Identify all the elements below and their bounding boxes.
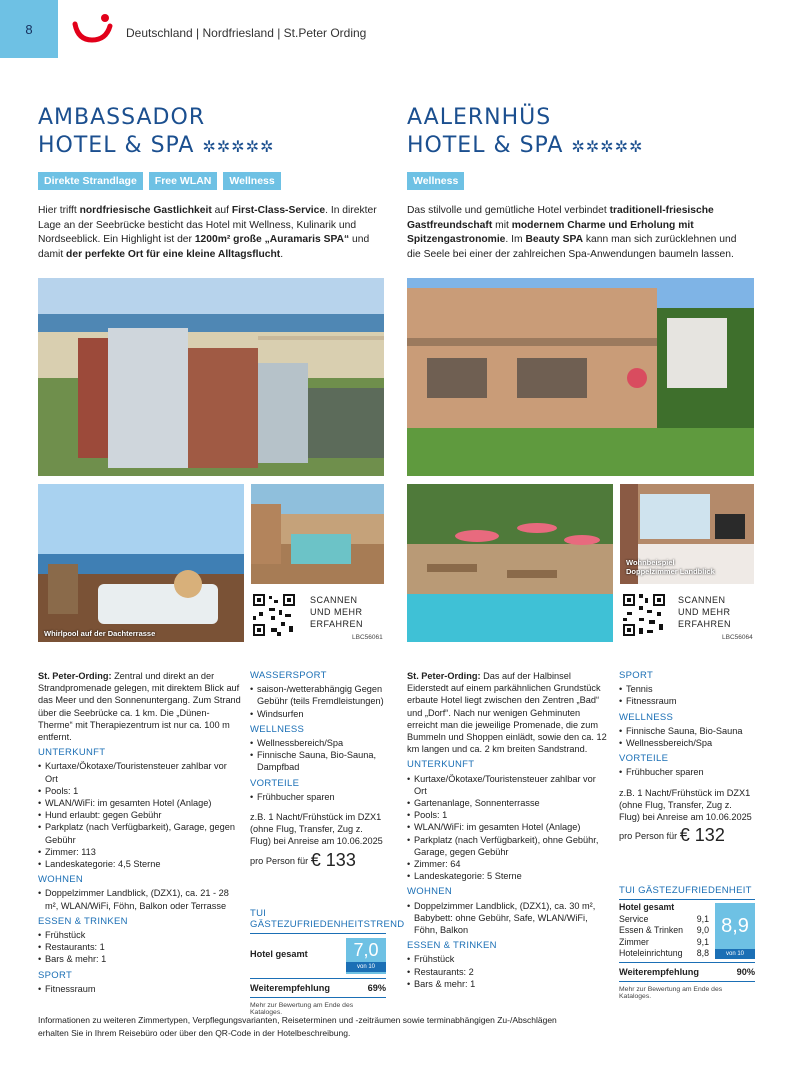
rating-heading: TUI GÄSTEZUFRIEDENHEIT bbox=[619, 885, 752, 896]
right-extras bbox=[619, 670, 755, 846]
location-description bbox=[407, 670, 607, 755]
rating-row-label: Hoteleinrichtung bbox=[619, 948, 683, 958]
tag-badge: Wellness bbox=[407, 172, 464, 190]
rating-row-value: 8,8 bbox=[696, 948, 709, 958]
scan-line: ERFAHREN bbox=[310, 619, 364, 629]
intro-highlight: Beauty SPA bbox=[525, 234, 584, 245]
intro-text: Hier trifft bbox=[38, 205, 80, 216]
rating-row bbox=[619, 914, 709, 926]
intro-text: kann man sich zurücklehnen und die Seele bei einer der zahlreichen Spa-Anwendungen baumeln lassen. bbox=[407, 234, 737, 260]
recommend-row bbox=[619, 966, 755, 978]
price-value: € 132 bbox=[679, 825, 725, 846]
rating-stars: ✲✲✲✲✲ bbox=[571, 137, 644, 156]
rating-scale: von 10 bbox=[346, 962, 386, 972]
scan-line: UND MEHR bbox=[310, 607, 363, 617]
pool-photo bbox=[407, 484, 613, 642]
intro-text-right bbox=[407, 204, 752, 262]
rating-score: 7,0 bbox=[353, 940, 379, 960]
hotel-photo-main-right bbox=[407, 278, 754, 476]
list-item: • Landeskategorie: 4,5 Sterne bbox=[38, 858, 242, 870]
spa-photo bbox=[251, 484, 384, 584]
intro-highlight: 1200m² große „Auramaris SPA“ bbox=[194, 234, 350, 245]
list-item: • Wellnessbereich/Spa bbox=[250, 737, 385, 749]
rating-box-right bbox=[619, 885, 755, 1000]
photo-caption: Whirlpool auf der Dachterrasse bbox=[44, 629, 156, 638]
wellness-list bbox=[250, 737, 385, 774]
section-heading: WASSERSPORT bbox=[250, 670, 327, 681]
location-text: Zentral und direkt an der Strandpromenade gelegen, mit direktem Blick auf das Meer und den Sonnenuntergang. Zum Strand über die Seebrücke ca. 1 km. Die „Dünen-Therme“ mit Therapiezentrum ist nur ca. 100 m entfernt. bbox=[38, 671, 241, 743]
intro-text: . bbox=[280, 248, 284, 260]
scan-line: SCANNEN bbox=[678, 595, 726, 605]
tag-badge: Direkte Strandlage bbox=[38, 172, 143, 190]
tags-left bbox=[38, 171, 287, 190]
scan-line: ERFAHREN bbox=[678, 619, 732, 629]
price-line bbox=[619, 825, 755, 846]
intro-highlight: First-Class-Service bbox=[231, 205, 326, 216]
unterkunft-list bbox=[38, 760, 242, 870]
list-item: • Frühbucher sparen bbox=[619, 766, 755, 778]
list-item: • Zimmer: 113 bbox=[38, 846, 242, 858]
price-note: z.B. 1 Nacht/Frühstück im DZX1 (ohne Flug, Transfer, Zug z. Flug) bei Anreise am 10.06.2025 bbox=[250, 812, 383, 847]
section-heading: UNTERKUNFT bbox=[407, 759, 475, 771]
rating-breakdown bbox=[619, 902, 709, 960]
section-heading: WOHNEN bbox=[38, 874, 84, 886]
vorteile-list bbox=[619, 766, 755, 778]
section-heading: WELLNESS bbox=[619, 711, 674, 723]
vorteile-list bbox=[250, 791, 385, 803]
recommend-label: Weiterempfehlung bbox=[250, 983, 330, 993]
list-item: • Wellnessbereich/Spa bbox=[619, 737, 755, 749]
list-item: • Frühstück bbox=[407, 953, 607, 965]
wellness-list bbox=[619, 725, 755, 749]
qr-code-icon[interactable] bbox=[251, 592, 297, 638]
rating-row-value: 9,1 bbox=[696, 936, 709, 947]
price-value: € 133 bbox=[310, 849, 356, 870]
list-item: • Restaurants: 1 bbox=[38, 941, 242, 953]
rating-footnote: Mehr zur Bewertung am Ende des Kataloges. bbox=[250, 1002, 354, 1017]
hotel-photo-main-left bbox=[38, 278, 384, 476]
rating-row-value: 9,0 bbox=[696, 925, 709, 935]
intro-text: . Im bbox=[505, 234, 526, 245]
left-details bbox=[38, 670, 242, 995]
location-label: St. Peter-Ording: bbox=[407, 671, 481, 681]
intro-text: mit bbox=[492, 219, 512, 231]
left-extras bbox=[250, 670, 385, 870]
sport-list bbox=[38, 983, 242, 995]
scan-text bbox=[310, 594, 363, 630]
list-item: • Frühbucher sparen bbox=[250, 791, 385, 803]
scan-text bbox=[678, 594, 731, 630]
list-item: • Fitnessraum bbox=[619, 695, 755, 707]
rating-scale: von 10 bbox=[715, 949, 755, 959]
whirlpool-photo bbox=[38, 484, 244, 642]
intro-text-left bbox=[38, 204, 386, 262]
rating-score-badge bbox=[346, 938, 386, 974]
photo-caption: Doppelzimmer Landblick bbox=[626, 567, 715, 576]
section-heading: ESSEN & TRINKEN bbox=[407, 940, 497, 952]
section-heading: SPORT bbox=[619, 670, 654, 681]
intro-highlight: der perfekte Ort für eine kleine Alltagsflucht bbox=[66, 248, 281, 260]
location-label: St. Peter-Ording: bbox=[38, 671, 112, 681]
footer-line: Informationen zu weiteren Zimmertypen, Verpflegungsvarianten, Reiseterminen und -zeiträumen sowie terminabhängigen Zu-/Abschlägen bbox=[38, 1015, 557, 1025]
rating-box-left bbox=[250, 908, 405, 1017]
title-line2: HOTEL & SPA bbox=[407, 133, 564, 158]
essen-list bbox=[407, 953, 607, 990]
hotel-title-right bbox=[407, 104, 757, 161]
title-line1: AMBASSADOR bbox=[38, 105, 206, 130]
tags-right bbox=[407, 171, 470, 190]
unterkunft-list bbox=[407, 773, 607, 883]
tag-badge: Free WLAN bbox=[149, 172, 218, 190]
list-item: • Bars & mehr: 1 bbox=[38, 953, 242, 965]
title-line2: HOTEL & SPA bbox=[38, 133, 195, 158]
wohnen-list bbox=[38, 887, 242, 911]
list-item: • Frühstück bbox=[38, 929, 242, 941]
list-item: • Pools: 1 bbox=[407, 809, 607, 821]
section-heading: VORTEILE bbox=[619, 753, 669, 765]
list-item: • Parkplatz (nach Verfügbarkeit), Garage, gegen Gebühr bbox=[38, 821, 242, 845]
list-item: • WLAN/WiFi: im gesamten Hotel (Anlage) bbox=[38, 797, 242, 809]
location-description bbox=[38, 670, 242, 743]
price-label: pro Person für bbox=[250, 855, 309, 866]
qr-code-icon[interactable] bbox=[621, 592, 667, 638]
section-heading: ESSEN & TRINKEN bbox=[38, 915, 128, 927]
rating-row-label: Service bbox=[619, 913, 649, 924]
list-item: • saison-/wetterabhängig Gegen Gebühr (teils Fremdleistungen) bbox=[250, 683, 385, 707]
intro-text: Das stilvolle und gemütliche Hotel verbindet bbox=[407, 205, 610, 216]
list-item: • Parkplatz (nach Verfügbarkeit), ohne Gebühr, Garage, gegen Gebühr bbox=[407, 834, 607, 858]
location-text: Das auf der Halbinsel Eiderstedt auf einem parkähnlichen Grundstück erbaute Hotel liegt zwischen den Zentren „Bad“ und „Dorf“. Nach nur wenigen Gehminuten erreicht man die jeweilige Promenade, die zum Bummeln und Shoppen einlädt, sowie den ca. 12 km langen und ca. 2 km breiten Sandstrand. bbox=[407, 671, 607, 755]
rating-row bbox=[619, 948, 709, 960]
list-item: • Hund erlaubt: gegen Gebühr bbox=[38, 809, 242, 821]
section-heading: WELLNESS bbox=[250, 723, 305, 735]
essen-list bbox=[38, 929, 242, 966]
sport-list bbox=[619, 683, 755, 707]
rating-row bbox=[619, 925, 709, 937]
list-item: • Doppelzimmer Landblick, (DZX1), ca. 30 m², Babybett: ohne Gebühr, Safe, WLAN/WiFi, Föhn, Balkon bbox=[407, 900, 607, 937]
footer-line: erhalten Sie in Ihrem Reisebüro oder über den QR-Code in der Hotelbeschreibung. bbox=[38, 1028, 351, 1038]
rating-footnote: Mehr zur Bewertung am Ende des Kataloges. bbox=[619, 986, 723, 1001]
section-heading: UNTERKUNFT bbox=[38, 747, 106, 759]
list-item: • Zimmer: 64 bbox=[407, 858, 607, 870]
rating-row-value: 9,1 bbox=[696, 913, 709, 924]
wassersport-list bbox=[250, 683, 385, 720]
title-line1: AALERNHÜS bbox=[407, 105, 552, 130]
recommend-value: 90% bbox=[736, 967, 755, 977]
breadcrumb: Deutschland | Nordfriesland | St.Peter Ording bbox=[126, 26, 367, 40]
qr-reference-code: LBC56061 bbox=[352, 634, 383, 641]
list-item: • Restaurants: 2 bbox=[407, 966, 607, 978]
section-heading: WOHNEN bbox=[407, 886, 453, 898]
scan-line: SCANNEN bbox=[310, 595, 358, 605]
rating-label: Hotel gesamt bbox=[250, 949, 308, 959]
intro-text: . In direkter Lage an der Seebrücke besticht das Hotel mit Wellness, Kulinarik und Nordseeblick. Ein Highlight ist der bbox=[38, 205, 377, 245]
tui-logo-icon bbox=[72, 12, 114, 48]
recommend-value: 69% bbox=[367, 983, 386, 993]
photo-caption: Wohnbeispiel bbox=[626, 558, 675, 567]
list-item: • Finnische Sauna, Bio-Sauna, Dampfbad bbox=[250, 749, 385, 773]
rating-heading: TUI GÄSTEZUFRIEDENHEITSTREND bbox=[250, 908, 405, 930]
list-item: • Gartenanlage, Sonnenterrasse bbox=[407, 797, 607, 809]
hotel-title-left bbox=[38, 104, 378, 161]
page-number: 8 bbox=[0, 0, 58, 58]
section-heading: SPORT bbox=[38, 969, 73, 981]
list-item: • Bars & mehr: 1 bbox=[407, 978, 607, 990]
rating-row-label: Zimmer bbox=[619, 936, 649, 947]
list-item: • Tennis bbox=[619, 683, 755, 695]
footer-note bbox=[38, 1014, 758, 1040]
intro-text: auf bbox=[211, 205, 232, 216]
list-item: • Landeskategorie: 5 Sterne bbox=[407, 870, 607, 882]
price-line bbox=[250, 849, 385, 870]
rating-score: 8,9 bbox=[721, 915, 749, 937]
room-photo bbox=[620, 484, 754, 584]
rating-score-badge bbox=[715, 903, 755, 959]
rating-stars: ✲✲✲✲✲ bbox=[202, 137, 275, 156]
intro-text: und damit bbox=[38, 234, 370, 260]
section-heading: VORTEILE bbox=[250, 777, 300, 789]
list-item: • Doppelzimmer Landblick, (DZX1), ca. 21 - 28 m², WLAN/WiFi, Föhn, Balkon oder Terrasse bbox=[38, 887, 242, 911]
list-item: • WLAN/WiFi: im gesamten Hotel (Anlage) bbox=[407, 821, 607, 833]
list-item: • Finnische Sauna, Bio-Sauna bbox=[619, 725, 755, 737]
tag-badge: Wellness bbox=[223, 172, 280, 190]
list-item: • Kurtaxe/Ökotaxe/Touristensteuer zahlbar vor Ort bbox=[407, 773, 607, 797]
rating-row bbox=[619, 937, 709, 949]
list-item: • Fitnessraum bbox=[38, 983, 242, 995]
intro-highlight: modernem Charme und Erholung mit Spitzengastronomie bbox=[407, 219, 694, 245]
scan-line: UND MEHR bbox=[678, 607, 731, 617]
rating-row-label: Essen & Trinken bbox=[619, 925, 684, 935]
wohnen-list bbox=[407, 900, 607, 937]
rating-label: Hotel gesamt bbox=[619, 902, 675, 912]
intro-highlight: nordfriesische Gastlichkeit bbox=[79, 205, 212, 216]
price-label: pro Person für bbox=[619, 831, 678, 842]
list-item: • Kurtaxe/Ökotaxe/Touristensteuer zahlbar vor Ort bbox=[38, 760, 242, 784]
qr-reference-code: LBC56064 bbox=[722, 634, 753, 641]
right-details bbox=[407, 670, 607, 990]
list-item: • Pools: 1 bbox=[38, 785, 242, 797]
recommend-label: Weiterempfehlung bbox=[619, 967, 699, 977]
recommend-row bbox=[250, 982, 386, 994]
price-note: z.B. 1 Nacht/Frühstück im DZX1 (ohne Flug, Transfer, Zug z. Flug) bei Anreise am 10.06.2025 bbox=[619, 787, 752, 823]
list-item: • Windsurfen bbox=[250, 708, 385, 720]
intro-highlight: traditionell-friesische Gastfreundschaft bbox=[407, 205, 714, 231]
